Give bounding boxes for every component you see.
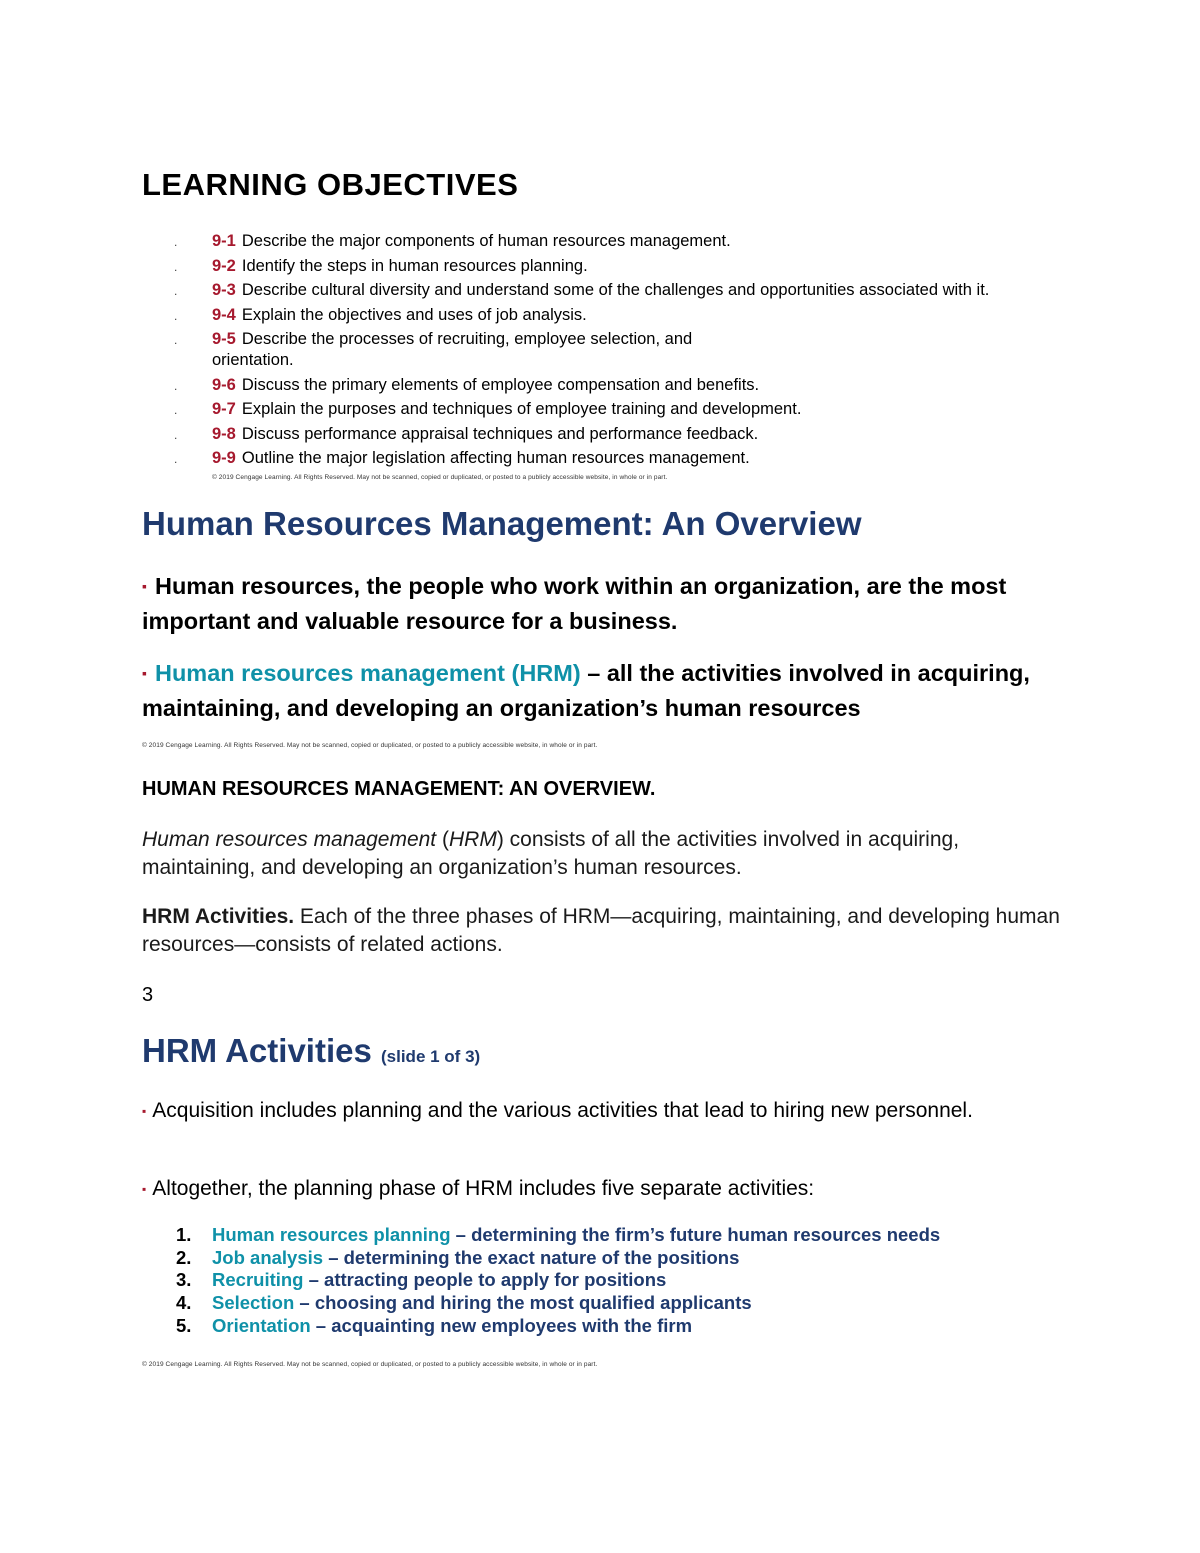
copyright-notice: © 2019 Cengage Learning. All Rights Reserved. May not be scanned, copied or duplicated, or posted to a publicly accessible website, in whole or in part. — [212, 474, 668, 481]
list-item — [142, 1315, 1142, 1338]
list-item — [0, 424, 1200, 445]
step-number: 4. — [176, 1292, 192, 1314]
step-desc: – attracting people to apply for positions — [303, 1269, 667, 1291]
list-item — [142, 1292, 1142, 1315]
activities-bullet-1 — [142, 1097, 1022, 1127]
objective-text: Describe the major components of human resources management. — [241, 232, 731, 250]
objective-code: 9-5 — [212, 330, 236, 348]
text: ) consists of all the activities involved in acquiring, maintaining, and developing an organization’s human resources. — [142, 828, 960, 879]
bullet: . — [174, 427, 178, 442]
list-item — [0, 329, 1200, 371]
hrm-term: Human resources management (HRM) — [154, 660, 581, 686]
step-term: Human resources planning — [212, 1224, 451, 1245]
bullet-square-icon: ▪ — [142, 1182, 147, 1196]
bullet-text: Acquisition includes planning and the various activities that lead to hiring new personnel. — [152, 1099, 973, 1122]
bullet-text: – all the activities involved in acquiring, maintaining, and developing an organization’s human resources — [142, 660, 1030, 721]
bullet: . — [174, 403, 178, 417]
bold-lead: HRM Activities. — [142, 905, 295, 928]
objective-code: 9-9 — [212, 449, 236, 467]
objective-code: 9-6 — [212, 375, 236, 394]
bullet-text: Altogether, the planning phase of HRM includes five separate activities: — [152, 1177, 815, 1200]
step-desc: – choosing and hiring the most qualified applicants — [294, 1292, 752, 1314]
list-item — [142, 1224, 1142, 1247]
objective-code: 9-1 — [212, 232, 236, 250]
overview-paragraph-2 — [142, 903, 1072, 959]
step-desc: – determining the exact nature of the positions — [323, 1246, 740, 1268]
text: Each of the three phases of HRM—acquiring, maintaining, and developing human resources—consists of related actions. — [142, 905, 1060, 956]
overview-bullet-1 — [142, 570, 1072, 637]
planning-steps-list — [142, 1224, 1142, 1338]
bullet: . — [174, 452, 178, 466]
overview-paragraph-1 — [142, 826, 1072, 882]
step-term: Recruiting — [212, 1269, 304, 1291]
text: ( — [436, 828, 449, 851]
step-desc: – acquainting new employees with the firm — [310, 1314, 693, 1336]
step-term: Orientation — [212, 1314, 311, 1336]
list-item — [0, 231, 1200, 252]
objective-text: Discuss the primary elements of employee compensation and benefits. — [241, 375, 760, 394]
objective-text: Discuss performance appraisal techniques and performance feedback. — [241, 424, 759, 443]
overview-notes-heading: HUMAN RESOURCES MANAGEMENT: AN OVERVIEW. — [142, 778, 656, 800]
objective-text: Describe the processes of recruiting, employee selection, and orientation. — [212, 330, 693, 369]
step-term: Job analysis — [212, 1246, 324, 1268]
copyright-notice: © 2019 Cengage Learning. All Rights Reserved. May not be scanned, copied or duplicated, or posted to a publicly accessible website, in whole or in part. — [142, 1361, 598, 1368]
objective-text: Explain the purposes and techniques of employee training and development. — [241, 400, 802, 418]
objective-code: 9-8 — [212, 424, 236, 443]
bullet: . — [174, 378, 178, 393]
overview-bullet-2 — [142, 657, 1072, 724]
learning-objectives-list — [0, 231, 1200, 473]
overview-slide-title: Human Resources Management: An Overview — [142, 505, 862, 542]
list-item — [0, 305, 1200, 326]
italic-term: Human resources management — [142, 828, 437, 851]
bullet: . — [174, 308, 178, 323]
objective-text: Describe cultural diversity and understand some of the challenges and opportunities associated with it. — [241, 281, 990, 299]
italic-abbrev: HRM — [448, 828, 497, 851]
bullet-text: Human resources, the people who work within an organization, are the most important and valuable resource for a business. — [142, 573, 1007, 634]
slide-note: (slide 1 of 3) — [381, 1047, 481, 1066]
list-item — [0, 399, 1200, 420]
objective-text: Identify the steps in human resources planning. — [241, 256, 588, 275]
step-term: Selection — [212, 1292, 295, 1314]
bullet-square-icon: ▪ — [142, 1104, 147, 1118]
bullet-square-icon: ▪ — [142, 665, 147, 681]
bullet: . — [174, 284, 178, 298]
list-item — [0, 375, 1200, 396]
bullet: . — [174, 333, 178, 347]
objective-text: Explain the objectives and uses of job analysis. — [241, 305, 587, 324]
list-item — [0, 280, 1200, 301]
list-item — [142, 1269, 1142, 1292]
learning-objectives-title: LEARNING OBJECTIVES — [142, 167, 519, 202]
activities-bullet-2 — [142, 1175, 1022, 1205]
step-desc: – determining the firm’s future human resources needs — [450, 1224, 941, 1245]
objective-code: 9-4 — [212, 305, 236, 324]
step-number: 5. — [176, 1314, 192, 1336]
list-item — [0, 256, 1200, 277]
bullet-square-icon: ▪ — [142, 578, 147, 594]
copyright-notice: © 2019 Cengage Learning. All Rights Reserved. May not be scanned, copied or duplicated, or posted to a publicly accessible website, in whole or in part. — [142, 742, 598, 749]
bullet: . — [174, 259, 178, 274]
objective-code: 9-2 — [212, 256, 236, 275]
list-item — [0, 448, 1200, 469]
objective-code: 9-7 — [212, 400, 236, 418]
activities-slide-title — [142, 1032, 480, 1070]
list-item — [142, 1247, 1142, 1270]
page-number: 3 — [142, 984, 154, 1006]
objective-code: 9-3 — [212, 281, 236, 299]
bullet: . — [174, 235, 178, 249]
objective-text: Outline the major legislation affecting human resources management. — [241, 449, 750, 467]
step-number: 2. — [176, 1246, 192, 1268]
step-number: 1. — [176, 1224, 192, 1245]
title-text: HRM Activities — [142, 1032, 372, 1069]
step-number: 3. — [176, 1269, 192, 1291]
